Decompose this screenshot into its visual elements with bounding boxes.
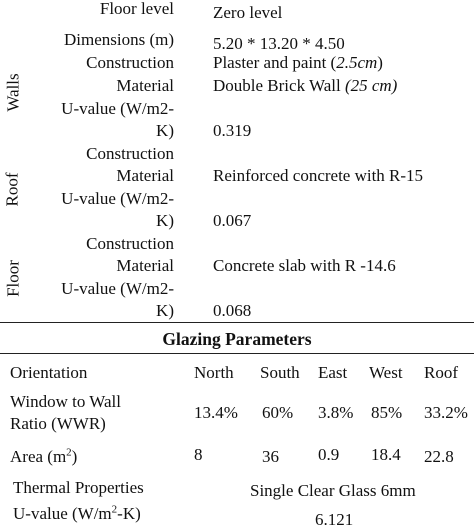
walls-uvalue-value: 0.319 — [213, 121, 252, 140]
area-roof: 22.8 — [424, 447, 454, 466]
orientation-east: East — [318, 363, 348, 382]
dimensions-value: 5.20 * 13.20 * 4.50 — [213, 34, 345, 53]
wwr-west: 85% — [371, 403, 403, 422]
wwr-south: 60% — [262, 403, 294, 422]
roof-uvalue-label-line1: U-value (W/m2- — [61, 189, 174, 208]
glazing-title: Glazing Parameters — [162, 329, 312, 349]
floor-construction-label: Construction — [86, 234, 174, 253]
area-west: 18.4 — [371, 445, 401, 464]
section-divider-top — [0, 322, 474, 323]
floor-uvalue-value: 0.068 — [213, 301, 252, 320]
floor-level-label: Floor level — [99, 0, 174, 18]
dimensions-label: Dimensions (m) — [63, 30, 174, 49]
area-label: Area $(m^2)$ — [10, 446, 78, 466]
floor-material-value: Concrete slab with R -14.6 — [213, 256, 396, 275]
roof-uvalue-label-line2: K) — [156, 211, 174, 230]
glazing-uvalue-value: 6.121 — [315, 510, 354, 529]
wwr-label-line1: Window to Wall — [10, 392, 121, 411]
orientation-west: West — [369, 363, 403, 382]
thermal-properties-value: Single Clear Glass 6mm — [250, 481, 416, 500]
floor-material-label: Material — [116, 256, 174, 275]
orientation-roof: Roof — [424, 363, 458, 382]
roof-construction-label: Construction — [86, 144, 174, 163]
roof-material-value: Reinforced concrete with R-15 — [213, 166, 424, 185]
area-north: 8 — [194, 445, 203, 464]
walls-group-label: Walls — [3, 73, 23, 112]
wwr-roof: 33.2% — [424, 403, 468, 422]
glazing-uvalue-label: U-value $(W/m^2-K)$ — [13, 503, 141, 523]
orientation-north: North — [194, 363, 234, 382]
wwr-label-line2: Ratio (WWR) — [10, 414, 106, 433]
walls-uvalue-label-line1: U-value (W/m2- — [61, 99, 174, 118]
section-divider-bottom — [0, 353, 474, 354]
area-east: 0.9 — [318, 445, 340, 464]
orientation-label: Orientation — [10, 363, 88, 382]
floor-uvalue-label-line1: U-value (W/m2- — [61, 279, 174, 298]
roof-uvalue-value: 0.067 — [213, 211, 252, 230]
walls-construction-label: Construction — [86, 53, 174, 72]
area-south: 36 — [262, 447, 279, 466]
wwr-north: 13.4% — [194, 403, 238, 422]
floor-group-label: Floor — [3, 260, 23, 297]
walls-material-label: Material — [116, 76, 174, 95]
walls-material-value: Double Brick Wall (25 cm) — [213, 76, 398, 95]
floor-level-value: Zero level — [213, 3, 283, 22]
roof-group-label: Roof — [2, 172, 22, 207]
wwr-east: 3.8% — [318, 403, 354, 422]
thermal-properties-label: Thermal Properties — [13, 478, 144, 497]
walls-uvalue-label-line2: K) — [156, 121, 174, 140]
walls-construction-value: Plaster and paint (2.5cm) — [213, 53, 383, 72]
orientation-south: South — [260, 363, 300, 382]
floor-uvalue-label-line2: K) — [156, 301, 174, 320]
roof-material-label: Material — [116, 166, 174, 185]
